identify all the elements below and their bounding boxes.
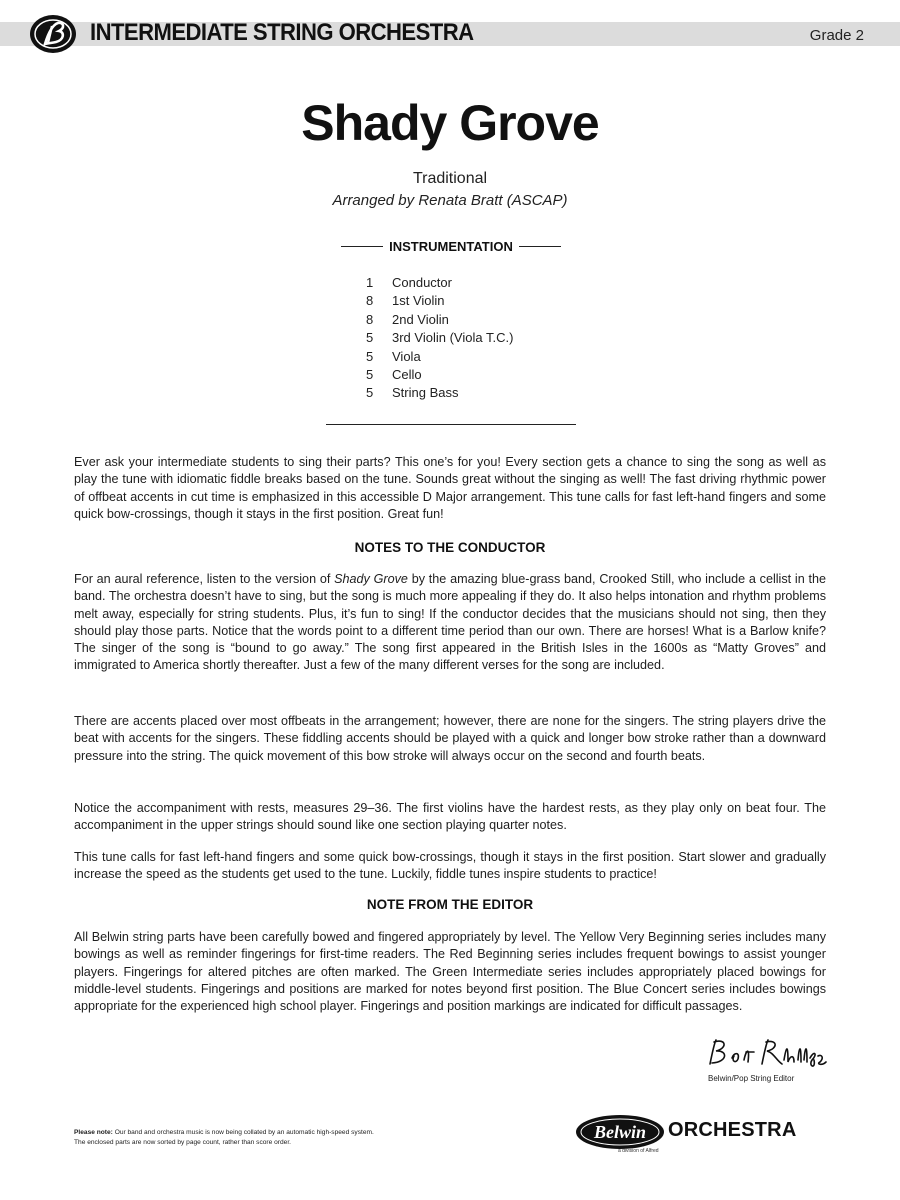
list-item [366, 293, 513, 311]
list-item [366, 367, 513, 385]
paragraph-text: by the amazing blue-grass band, Crooked Still, who include a cellist in the band. The orchestra doesn’t have to sing, but the song is much more appealing if they do. It also helps intonation and rhythm problems melt away, especially for string students. Plus, it’s fun to sing! If the conductor decides that the musicians should not sing, then they should play those parts. Notice that the words point to a different time period than our own. There are horses! What is a Barlow knife? The singer of the song is “bound to go away.” The song first appeared in the British Isles in the 1600s as “Matty Groves” and immigrated to America shortly thereafter. Just a few of the many different verses for the song are included. [74, 572, 827, 673]
composer: Traditional [412, 170, 488, 187]
belwin-b-logo-icon [28, 12, 78, 56]
heading-rule-right [519, 246, 561, 247]
list-item [366, 385, 513, 403]
instrumentation-heading [326, 236, 576, 256]
instrument-quantity: 5 [366, 348, 374, 364]
footer-note-line-2: The enclosed parts are now sorted by page count, rather than score order. [74, 1139, 291, 1146]
instrument-quantity: 1 [366, 275, 374, 290]
heading-rule-left [341, 246, 383, 247]
intro-paragraph: Ever ask your intermediate students to sing their parts? This one’s for you! Every section gets a chance to sing the song as well as play the tune with idiomatic fiddle breaks based on the tune. Sounds great without the singing as well! The fast driving rhythmic power of offbeat accents in cut time is emphasized in this accessible D Major arrangement. This tune calls for fast left-hand fingers and some quick bow-crossings, though it stays in the first position. Great fun! [74, 455, 826, 521]
svg-text:Belwin: Belwin [593, 1122, 647, 1142]
instrument-quantity: 5 [366, 385, 374, 401]
instrument-name: 3rd Violin (Viola T.C.) [392, 330, 514, 346]
instrument-quantity: 8 [366, 293, 374, 309]
conductor-notes-heading: NOTES TO THE CONDUCTOR [354, 540, 546, 555]
conductor-notes-paragraph-1 [74, 571, 826, 675]
footer-note [74, 1128, 514, 1148]
signature-caption: Belwin/Pop String Editor [708, 1074, 795, 1083]
instrument-name: Conductor [392, 275, 452, 290]
list-item [366, 330, 513, 348]
instrument-name: Cello [392, 366, 422, 382]
list-item [366, 312, 513, 330]
instrument-quantity: 5 [366, 366, 374, 382]
grade-label: Grade 2 [809, 27, 864, 44]
instrument-name: Viola [392, 348, 421, 364]
instrumentation-divider [326, 424, 576, 425]
series-title: INTERMEDIATE STRING ORCHESTRA [90, 19, 474, 46]
editor-note-paragraph: All Belwin string parts have been carefully bowed and fingered appropriately by level. The Yellow Very Beginning series includes many bowings as well as reminder fingerings for first-time readers. The Red Beginning series includes frequent bowings to assist younger players. Fingerings for altered pitches are often marked. The Green Intermediate series includes appropriately placed bowings for middle-level students. Fingerings and positions are marked for notes beyond first position. The Blue Concert series includes bowings appropriate for the experienced high school player. Fingerings and position markings are indicated for difficult passages. [74, 930, 826, 1014]
editor-signature [704, 1036, 828, 1070]
conductor-notes-paragraph-2: There are accents placed over most offbeats in the arrangement; however, there are none for the singers. The string players drive the beat with accents for the singers. These fiddling accents should be played with a quick and longer bow stroke rather than a downward pressure into the string. The quick movement of this bow stroke will always occur on the second and fourth beats. [74, 714, 826, 763]
instrument-quantity: 5 [366, 330, 374, 346]
song-title-italic: Shady Grove [334, 572, 408, 586]
brand-subtitle: a division of Alfred [618, 1148, 659, 1154]
instrumentation-heading-text: INSTRUMENTATION [389, 238, 513, 254]
list-item [366, 349, 513, 367]
instrument-name: 2nd Violin [392, 311, 449, 327]
brand-word: ORCHESTRA [668, 1119, 797, 1141]
instrument-quantity: 8 [366, 311, 374, 327]
footer-note-line-1: Our band and orchestra music is now being collated by an automatic high-speed system. [112, 1129, 374, 1136]
footer-note-label: Please note: [74, 1129, 113, 1136]
editor-note-heading: NOTE FROM THE EDITOR [366, 897, 534, 912]
piece-title: Shady Grove [301, 95, 599, 151]
arranger: Arranged by Renata Bratt (ASCAP) [332, 192, 568, 209]
instrumentation-list [366, 275, 513, 404]
paragraph-text: For an aural reference, listen to the version of [74, 572, 335, 586]
instrument-name: 1st Violin [392, 293, 445, 309]
list-item [366, 275, 513, 293]
conductor-notes-paragraph-4: This tune calls for fast left-hand fingers and some quick bow-crossings, though it stays in the first position. Start slower and gradually increase the speed as the students get used to the tune. Luckily, fiddle tunes inspire students to practice! [74, 850, 826, 882]
conductor-notes-paragraph-3: Notice the accompaniment with rests, measures 29–36. The first violins have the hardest rests, as they play only on beat four. The accompaniment in the upper strings should sound like one section playing quarter notes. [74, 801, 826, 833]
instrument-name: String Bass [392, 385, 459, 401]
